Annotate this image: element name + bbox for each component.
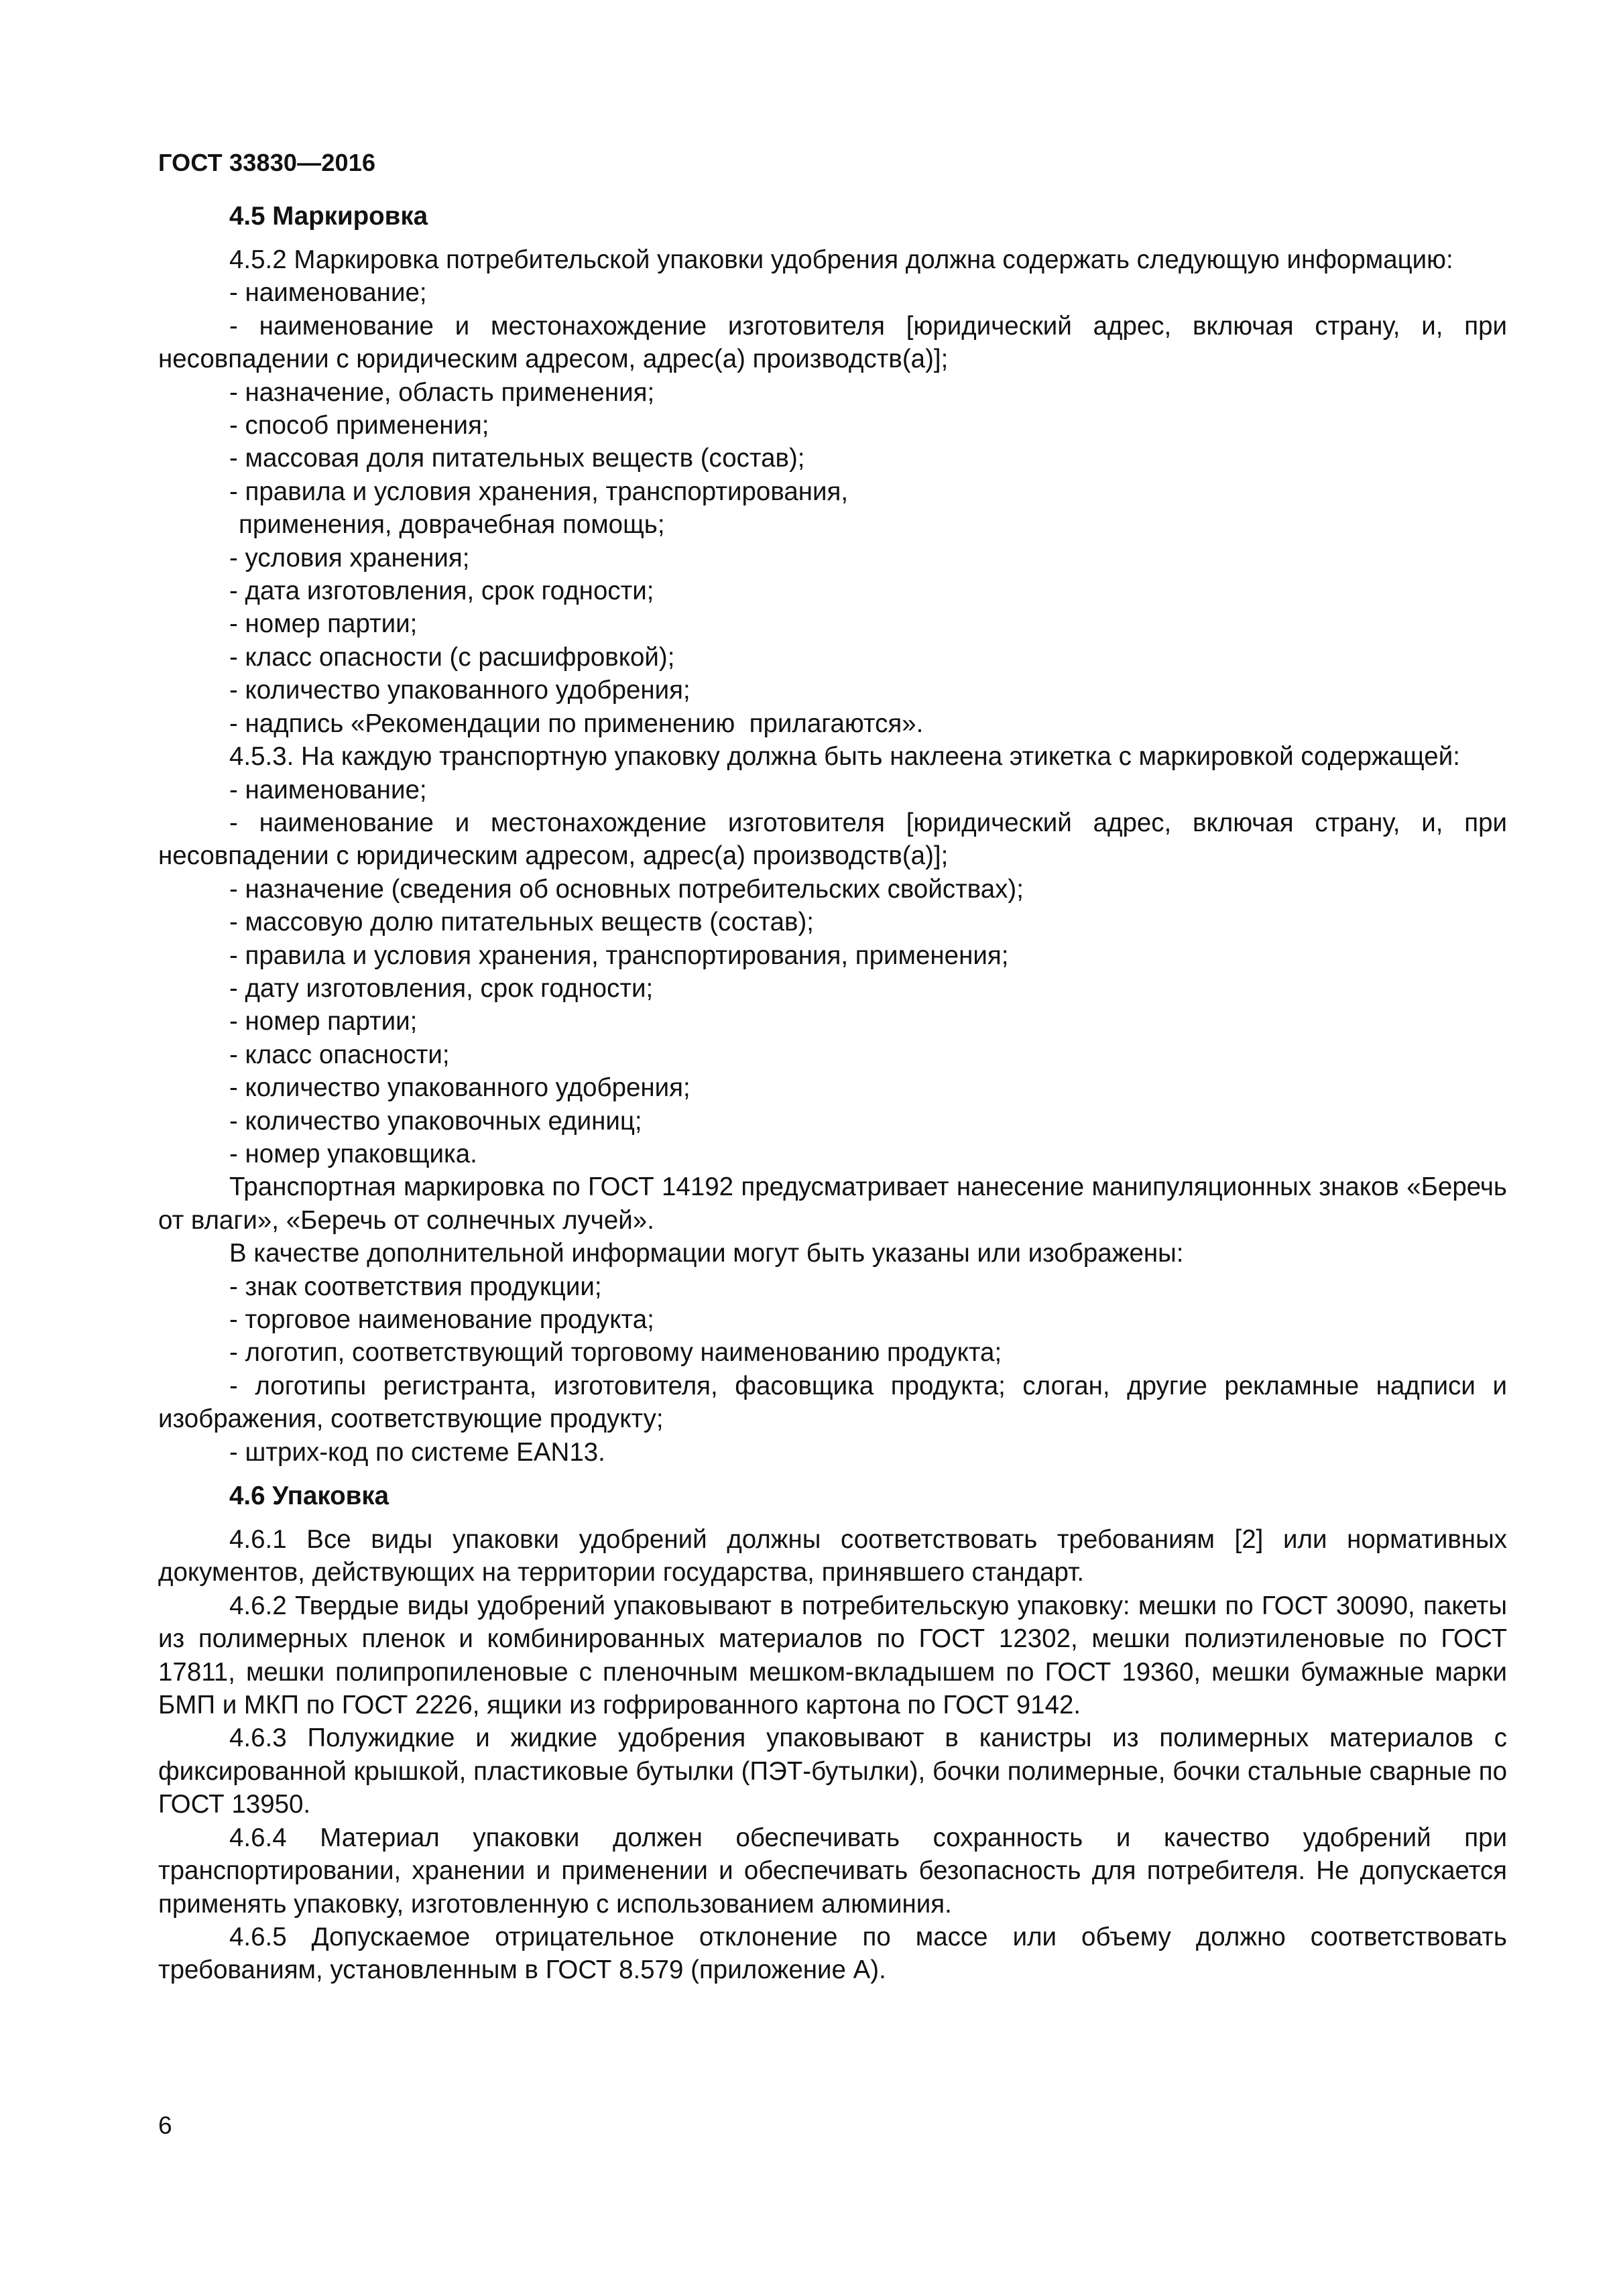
transport-marking-paragraph: Транспортная маркировка по ГОСТ 14192 предусматривает нанесение манипуляционных знаков «Беречь от влаги», «Беречь от солнечных лучей». [158,1172,1507,1235]
clause-4-5-3-intro: 4.5.3. На каждую транспортную упаковку должна быть наклеена этикетка с маркировкой содержащей: [229,742,1460,772]
list-item: - надпись «Рекомендации по применению прилагаются». [229,709,924,738]
clause-4-6-4: 4.6.4 Материал упаковки должен обеспечивать сохранность и качество удобрений при транспортировании, хранении и применении и обеспечивать безопасность для потребителя. Не допускается применять упаковку, изготовленную с использованием алюминия. [158,1823,1507,1919]
clause-4-5-2-intro: 4.5.2 Маркировка потребительской упаковки удобрения должна содержать следующую информацию: [229,245,1453,274]
section-4-6-heading: 4.6 Упаковка [229,1482,389,1511]
list-item: - наименование и местонахождение изготовителя [юридический адрес, включая страну, и, при несовпадении с юридическим адресом, адрес(а) производств(а)]; [158,311,1507,374]
list-item: - количество упакованного удобрения; [229,1073,690,1103]
list-item: - знак соответствия продукции; [229,1272,602,1301]
document-id-header: ГОСТ 33830—2016 [158,149,376,176]
list-item: - класс опасности (с расшифровкой); [229,642,675,672]
list-item: - массовую долю питательных веществ (состав); [229,908,814,937]
list-item: - назначение (сведения об основных потребительских свойствах); [229,874,1024,904]
list-item: - правила и условия хранения, транспортирования, [229,477,849,506]
list-item: - количество упакованного удобрения; [229,676,690,705]
document-body [158,200,1507,1987]
list-item: - количество упаковочных единиц; [229,1106,642,1136]
page-number: 6 [158,2112,172,2139]
list-item: - условия хранения; [229,543,470,572]
list-item: - дату изготовления, срок годности; [229,973,654,1003]
list-item: - правила и условия хранения, транспортирования, применения; [229,941,1009,970]
list-item: - номер партии; [229,1007,418,1036]
list-item: - наименование; [229,775,427,804]
additional-info-intro: В качестве дополнительной информации могут быть указаны или изображены: [229,1239,1184,1268]
list-item: - массовая доля питательных веществ (состав); [229,444,805,473]
section-4-5-heading: 4.5 Маркировка [229,202,428,231]
list-item: - номер партии; [229,609,418,639]
list-item: - дата изготовления, срок годности; [229,577,654,606]
list-item: - назначение, область применения; [229,377,655,407]
clause-4-6-2: 4.6.2 Твердые виды удобрений упаковывают в потребительскую упаковку: мешки по ГОСТ 30090, пакеты из полимерных пленок и комбинированных материалов по ГОСТ 12302, мешки полиэтиленовые по ГОСТ 17811, мешки полипропиленовые с пленочным мешком-вкладышем по ГОСТ 19360, мешки бумажные марки БМП и МКП по ГОСТ 2226, ящики из гофрированного картона по ГОСТ 9142. [158,1591,1507,1720]
list-item: - наименование; [229,278,427,308]
clause-4-6-1: 4.6.1 Все виды упаковки удобрений должны соответствовать требованиям [2] или нормативных документов, действующих на территории государства, принявшего стандарт. [158,1525,1507,1587]
clause-4-6-5: 4.6.5 Допускаемое отрицательное отклонение по массе или объему должно соответствовать требованиям, установленным в ГОСТ 8.579 (приложение А). [158,1922,1507,1985]
list-item: - класс опасности; [229,1040,450,1069]
clause-4-6-3: 4.6.3 Полужидкие и жидкие удобрения упаковывают в канистры из полимерных материалов с фиксированной крышкой, пластиковые бутылки (ПЭТ-бутылки), бочки полимерные, бочки стальные сварные по ГОСТ 13950. [158,1724,1507,1819]
list-item-continuation: применения, доврачебная помощь; [239,510,665,540]
list-item: - способ применения; [229,411,489,440]
list-item: - штрих-код по системе EAN13. [229,1437,605,1467]
list-item: - номер упаковщика. [229,1139,477,1168]
list-item: - логотип, соответствующий торговому наименованию продукта; [229,1338,1002,1368]
list-item: - логотипы регистранта, изготовителя, фасовщика продукта; слоган, другие рекламные надписи и изображения, соответствующие продукту; [158,1371,1507,1434]
list-item: - торговое наименование продукта; [229,1305,654,1334]
list-item: - наименование и местонахождение изготовителя [юридический адрес, включая страну, и, при несовпадении с юридическим адресом, адрес(а) производств(а)]; [158,808,1507,871]
